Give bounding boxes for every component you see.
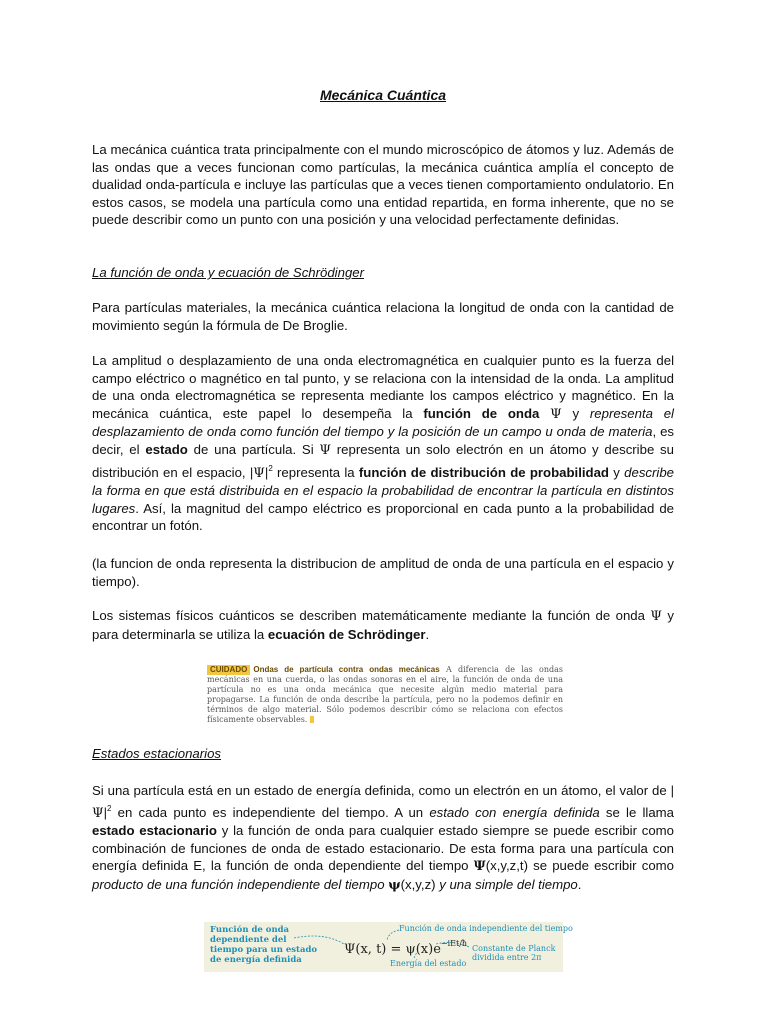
formula-left-label: Función de onda dependiente del tiempo para un estado de energía definida <box>210 925 318 965</box>
formula-bottom-label: Energía del estado <box>390 959 467 968</box>
section-heading-wavefunction: La función de onda y ecuación de Schrödinger <box>92 265 365 280</box>
wavefunction-note-paragraph: (la funcion de onda representa la distribucion de amplitud de onda de una partícula en el espacio y tiempo). <box>92 556 674 589</box>
cuidado-end-mark <box>310 716 314 723</box>
formula-image <box>204 922 573 972</box>
cuidado-text: A diferencia de las ondas mecánicas en una cuerda, o las ondas sonoras en el aire, la función de onda de una partícula no es una onda mecánica que necesite algún medio material para propagarse. La función de onda describe la partícula, pero no la podemos definir en términos de algo material. Sólo podemos describir cómo se relaciona con efectos físicamente observables. <box>207 665 563 724</box>
formula-right-label: Constante de Planck dividida entre 2π <box>472 944 556 962</box>
schrodinger-paragraph: Los sistemas físicos cuánticos se describen matemáticamente mediante la función de onda Ψ y para determinarla se utiliza la ecuación de Schrödinger. <box>92 608 674 642</box>
formula-equation: Ψ(x, $t) = \psi(x)e^{-iEt/ħ}$ <box>344 939 468 957</box>
page-title: Mecánica Cuántica <box>319 87 447 103</box>
cuidado-heading: Ondas de partícula contra ondas mecánicas <box>253 665 440 674</box>
de-broglie-paragraph: Para partículas materiales, la mecánica cuántica relaciona la longitud de onda con la cantidad de movimiento según la fórmula de De Broglie. <box>92 300 674 333</box>
cuidado-note-image <box>207 665 563 722</box>
intro-paragraph: La mecánica cuántica trata principalmente con el mundo microscópico de átomos y luz. Además de las ondas que a veces funcionan como partículas, la mecánica cuántica amplía el concepto de dualidad onda-partícula e incluye las partículas que a veces tienen comportamiento ondulatorio. En estos casos, se modela una partícula como una entidad repartida, en forma inherente, que no se puede describir como un punto con una posición y una velocidad perfectamente definidas. <box>92 142 674 228</box>
section-heading-stationary: Estados estacionarios <box>92 746 222 761</box>
amplitude-paragraph: La amplitud o desplazamiento de una onda electromagnética en cualquier punto es la fuerza del campo eléctrico o magnético en tal punto, y se relaciona con la intensidad de la onda. La amplitud de una onda electromagnética se representa mediante los campos eléctrico y magnético. En la mecánica cuántica, este papel lo desempeña la función de onda Ψ y representa el desplazamiento de onda como función del tiempo y la posición de un campo u onda de materia, es decir, el estado de una partícula. Si Ψ representa un solo electrón en un átomo y describe su distribución en el espacio, $|\Psi|^2$ representa la función de distribución de probabilidad y describe la forma en que está distribuida en el espacio la probabilidad de encontrar la partícula en distintos lugares. Así, la magnitud del campo eléctrico es proporcional en cada punto a la probabilidad de encontrar un fotón. <box>92 353 675 534</box>
cuidado-tag: CUIDADO <box>207 665 250 675</box>
formula-top-label: Función de onda independiente del tiempo <box>399 924 573 933</box>
stationary-states-paragraph: Si una partícula está en un estado de energía definida, como un electrón en un átomo, el valor de $|\Psi|^2$ en cada punto es independiente del tiempo. A un estado con energía definida se le llama estado estacionario y la función de onda para cualquier estado siempre se puede escribir como combinación de funciones de onda de estado estacionario. De esta forma para una partícula con energía definida E, la función de onda dependiente del tiempo Ψ(x,y,z,t) se puede escribir como producto de una función independiente del tiempo ψ(x,y,z) y una simple del tiempo. <box>92 783 675 893</box>
